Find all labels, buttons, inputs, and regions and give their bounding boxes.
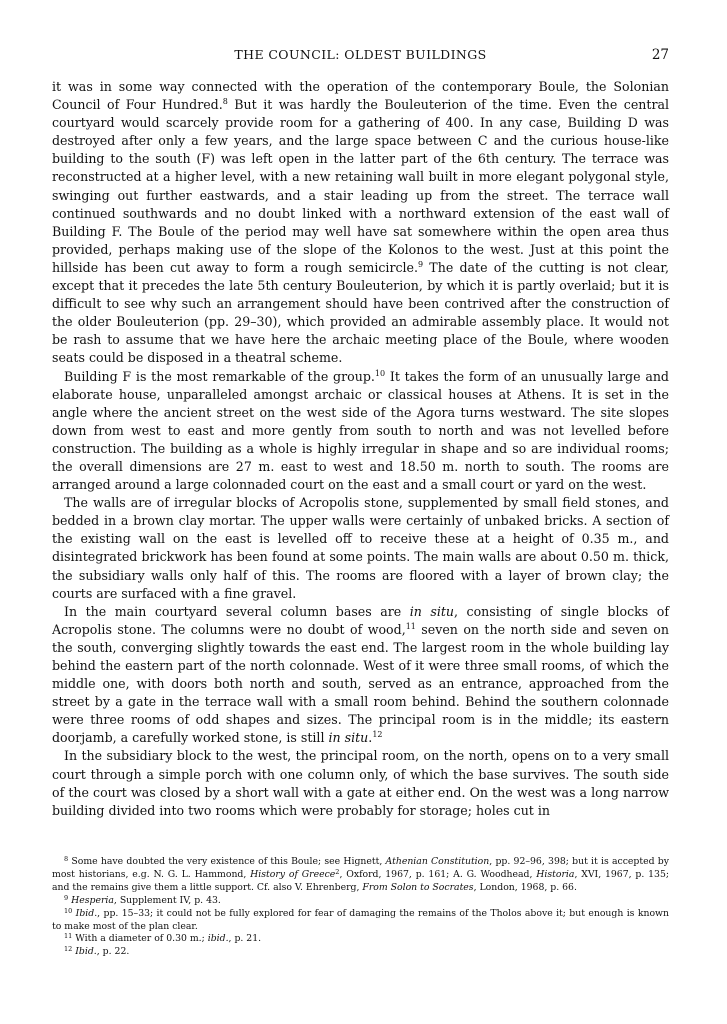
text-span: With a diameter of 0.30 m.; (72, 933, 208, 945)
italic-text: ibid. (207, 933, 229, 945)
italic-text: Ibid. (75, 907, 98, 919)
italic-text: in situ (328, 730, 369, 746)
footnote-12 (52, 946, 669, 959)
italic-text: From Solon to Socrates (362, 881, 474, 893)
text-span: , XVI, 1967, p. 135; and the remains give them a little support. Cf. also V. Ehrenberg, (52, 868, 669, 893)
text-span: seven on the north side and seven on the south, converging slightly towards the east end. The largest room in the whole building lay behind the eastern part of the north colonnade. West of it were three small rooms, of which the middle one, with doors both north and south, served as an entrance, approached from the street by a gate in the terrace wall with a small room behind. Behind the southern colonnade were three rooms of odd shapes and sizes. The principal room is in the middle; its eastern doorjamb, a carefully worked stone, is still (52, 621, 669, 746)
edition-superscript: 2 (335, 867, 340, 876)
text-span: , p. 21. (228, 933, 262, 945)
footnote-number: 9 (64, 893, 69, 902)
footnotes (52, 856, 669, 959)
footnote-number: 8 (64, 855, 69, 863)
text-span: . (368, 730, 373, 746)
footnote-11 (52, 933, 669, 946)
footnote-number: 10 (64, 906, 73, 915)
footnote-ref-10: 10 (374, 368, 386, 378)
italic-text: Athenian Constitution (385, 856, 490, 867)
text-span: In the main courtyard several column bases are (64, 603, 410, 619)
text-span: it was in some way connected with the operation of the contemporary Boule, the Solonian Council of Four Hundred. (52, 79, 669, 113)
text-span: It takes the form of an unusually large and elaborate house, unparalleled amongst archaic or classical houses at Athens. It is set in the angle where the ancient street on the west side of the Agora turns westward. The site slopes down from west to east and more gently from south to north and was not levelled before construction. The building as a whole is highly irregular in shape and so are individual rooms; the overall dimensions are 27 m. east to west and 18.50 m. north to south. The rooms are arranged around a large colonnaded court on the east and a small court or yard on the west. (52, 368, 669, 493)
footnote-number: 12 (64, 945, 73, 954)
paragraph-5 (52, 747, 669, 819)
paragraph-3 (52, 494, 669, 603)
footnote-8 (52, 856, 669, 895)
text-span: , consisting of single blocks of Acropolis stone. The columns were no doubt of wood, (52, 603, 669, 637)
text-span: The walls are of irregular blocks of Acropolis stone, supplemented by small field stones, and bedded in a brown clay mortar. The upper walls were certainly of unbaked bricks. A section of the existing wall on the east is levelled off to receive these at a height of 0.35 m., and disintegrated brickwork has been found at some points. The main walls are about 0.50 m. thick, the subsidiary walls only half of this. The rooms are floored with a layer of brown clay; the courts are surfaced with a fine gravel. (52, 495, 669, 601)
text-span: , London, 1968, p. 66. (473, 881, 577, 893)
text-span: , pp. 15–33; it could not be fully explored for fear of damaging the remains of the Tholos above it; but enough is known to make most of the plan clear. (52, 907, 669, 932)
footnote-10 (52, 908, 669, 934)
text-span: Building F is the most remarkable of the group. (64, 368, 375, 384)
paragraph-1 (52, 78, 669, 368)
page-number: 27 (651, 47, 669, 63)
italic-text: History of Greece (250, 868, 336, 880)
text-span: , Oxford, 1967, p. 161; A. G. Woodhead, (339, 868, 537, 880)
footnote-ref-8: 8 (222, 97, 228, 107)
text-span: , p. 22. (96, 946, 130, 958)
italic-text: Ibid. (75, 946, 97, 958)
text-span: , Supplement IV, p. 43. (113, 894, 221, 906)
footnote-ref-12: 12 (372, 730, 383, 740)
text-span: Some have doubted the very existence of this Boule; see Hignett, (68, 856, 386, 867)
paragraph-4 (52, 603, 669, 748)
footnote-number: 11 (64, 932, 73, 941)
italic-text: Hesperia (71, 894, 114, 906)
running-title: THE COUNCIL: OLDEST BUILDINGS (234, 47, 487, 62)
body-text (52, 78, 669, 820)
italic-text: Historia (536, 868, 575, 880)
page-header (52, 47, 669, 65)
text-span: In the subsidiary block to the west, the principal room, on the north, opens on to a very small court through a simple porch with one column only, of which the base survives. The south side of the court was closed by a short wall with a gate at either end. On the west was a long narrow building divided into two rooms which were probably for storage; holes cut in (52, 748, 669, 818)
text-span: , pp. 92–96, 398; but it is accepted by most historians, e.g. N. G. L. Hammond, (52, 856, 670, 880)
footnote-9 (52, 895, 669, 908)
text-span: The date of the cutting is not clear, except that it precedes the late 5th century Bouleuterion, by which it is partly overlaid; but it is difficult to see why such an arrangement should have been contrived after the construction of the older Bouleuterion (pp. 29–30), which provided an admirable assembly place. It would not be rash to assume that we have here the archaic meeting place of the Boule, where wooden seats could be disposed in a theatral scheme. (52, 259, 669, 366)
footnote-ref-11: 11 (405, 621, 416, 631)
footnote-ref-9: 9 (418, 259, 424, 269)
italic-text: in situ (409, 603, 455, 619)
paragraph-2 (52, 368, 669, 495)
text-span: But it was hardly the Bouleuterion of the time. Even the central courtyard would scarcely provide room for a gathering of 400. In any case, Building D was destroyed after only a few years, and the large space between C and the curious house-like building to the south (F) was left open in the latter part of the 6th century. The terrace was reconstructed at a higher level, with a new retaining wall built in more elegant polygonal style, swinging out further eastwards, and a stair leading up from the street. The terrace wall continued southwards and no doubt linked with a northward extension of the east wall of Building F. The Boule of the period may well have sat somewhere within the open area thus provided, perhaps making use of the slope of the Kolonos to the west. Just at this point the hillside has been cut away to form a rough semicircle. (52, 97, 669, 275)
